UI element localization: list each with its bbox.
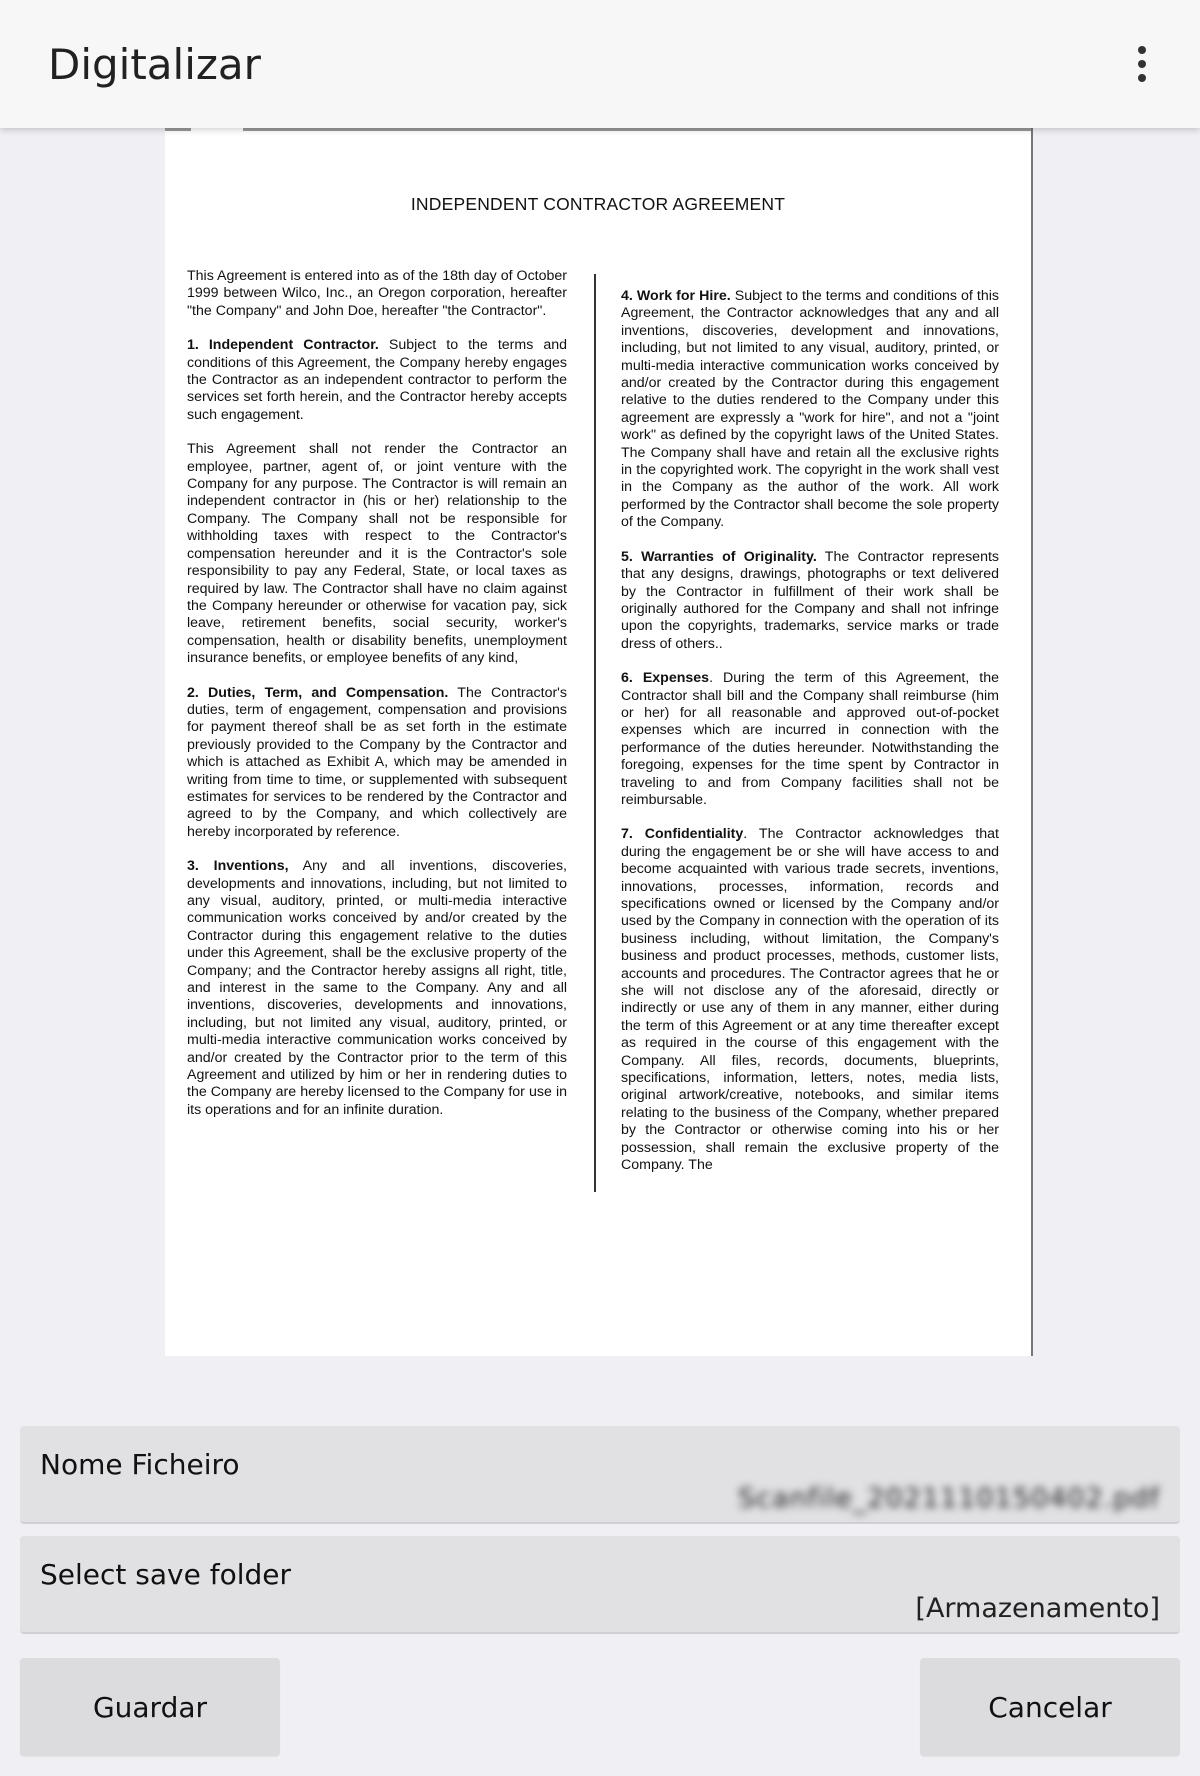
section-body: . During the term of this Agreement, the Contractor shall bill and the Company shall reimburse (him or her) for all reasonable and approved out-of-pocket expenses which are incurred in connection with the performance of the duties hereunder. Notwithstanding the foregoing, expenses for the time spent by Contractor in traveling to and from Company facilities shall not be reimbursable. xyxy=(621,670,999,808)
document-intro: This Agreement is entered into as of the 18th day of October 1999 between Wilco, Inc., an Oregon corporation, hereafter "the Company" and John Doe, hereafter "the Contractor". xyxy=(187,268,567,319)
section-heading: 7. Confidentiality xyxy=(621,826,744,843)
more-vert-icon[interactable] xyxy=(1114,36,1170,92)
document-section-2 xyxy=(187,685,567,842)
section-heading: 6. Expenses xyxy=(621,670,710,687)
column-divider xyxy=(594,274,596,1192)
section-heading: 4. Work for Hire. xyxy=(621,288,731,304)
section-heading: 5. Warranties of Originality. xyxy=(621,548,817,565)
filename-field[interactable] xyxy=(20,1426,1180,1524)
scanned-document-preview xyxy=(165,128,1033,1356)
document-section-6 xyxy=(621,670,999,809)
save-folder-field[interactable] xyxy=(20,1536,1180,1634)
filename-label: Nome Ficheiro xyxy=(40,1448,240,1481)
cancel-button[interactable]: Cancelar xyxy=(920,1658,1180,1756)
document-section-5 xyxy=(621,549,999,653)
document-left-column xyxy=(187,268,567,1136)
section-body: The Contractor represents that any designs, drawings, photographs or text delivered by the Contractor in fulfillment of their work shall be originally authored for the Company and shall not infringe upon the copyrights, trademarks, service marks or trade dress of others.. xyxy=(621,548,999,652)
document-section-3 xyxy=(187,858,567,1119)
section-body: Any and all inventions, discoveries, developments and innovations, including, but not limited to any visual, auditory, printed, or multi-media interactive communication works conceived by and/or created by the Contractor during this engagement relative to the duties under this Agreement, shall be the exclusive property of the Company; and the Contractor hereby assigns all right, title, and interest in the same to the Company. Any and all inventions, discoveries, developments and innovations, including, but not limited any visual, auditory, printed, or multi-media interactive communication works conceived by and/or created by the Contractor prior to the term of this Agreement and utilized by him or her in rendering duties to the Company are hereby licensed to the Company for use in its operations and for an infinite duration. xyxy=(187,858,567,1118)
save-button[interactable]: Guardar xyxy=(20,1658,280,1756)
app-title: Digitalizar xyxy=(48,40,261,89)
document-section-1-para2: This Agreement shall not render the Contractor an employee, partner, agent of, or joint venture with the Company for any purpose. The Contractor is will remain an independent contractor in (his or her) relationship to the Company. The Company shall not be responsible for withholding taxes with respect to the Contractor's compensation hereunder and it is the Contractor's sole responsibility to pay any Federal, State, or local taxes as required by law. The Contractor shall have no claim against the Company hereunder or otherwise for vacation pay, sick leave, retirement benefits, social security, worker's compensation, health or disability benefits, unemployment insurance benefits, or employee benefits of any kind, xyxy=(187,441,567,667)
section-body: Subject to the terms and conditions of this Agreement, the Contractor acknowledges that any and all inventions, discoveries, development and innovations, including, but not limited to any visual, auditory, printed, or multi-media interactive communication works conceived by and/or created by the Contractor during this engagement relative to the duties rendered to the Company under this agreement are expressly a "work for hire", and not a "joint work" as defined by the copyright laws of the United States. The Company shall have and retain all the exclusive rights in the copyrighted work. The copyright in the work shall vest in the Company as the author of the work. All work performed by the Contractor shall become the sole property of the Company. xyxy=(621,288,999,531)
scan-edge xyxy=(165,128,1031,131)
app-bar xyxy=(0,0,1200,128)
section-body: Subject to the terms and conditions of this Agreement, the Company hereby engages the Contractor as an independent contractor to perform the services set forth herein, and the Contractor hereby accepts such engagement. xyxy=(187,337,567,423)
section-body: . The Contractor acknowledges that during the engagement be or she will have access to and become acquainted with various trade secrets, inventions, innovations, processes, information, records and specifications owned or licensed by the Company and/or used by the Company in connection with the operation of its business including, without limitation, the Company's business and product processes, methods, customer lists, accounts and procedures. The Contractor agrees that he or she will not disclose any of the aforesaid, directly or indirectly or use any of them in any manner, either during the term of this Agreement or at any time thereafter except as required in the course of this engagement with the Company. All files, records, documents, blueprints, specifications, information, letters, notes, media lists, original artwork/creative, notebooks, and similar items relating to the business of the Company, whether prepared by the Contractor or otherwise coming into his or her possession, shall remain the exclusive property of the Company. The xyxy=(621,826,999,1174)
document-section-7 xyxy=(621,826,999,1174)
section-heading: 1. Independent Contractor. xyxy=(187,337,379,354)
section-body: The Contractor's duties, term of engagement, compensation and provisions for payment thereof shall be as set forth in the estimate previously provided to the Company by the Contractor and which is attached as Exhibit A, which may be amended in writing from time to time, or supplemented with subsequent estimates for services to be rendered by the Contractor and agreed to by the Company, and which collectively are hereby incorporated by reference. xyxy=(187,684,567,840)
document-section-4 xyxy=(621,288,999,532)
document-section-1 xyxy=(187,337,567,424)
document-right-column xyxy=(621,288,999,1192)
filename-value: Scanfile_2021110150402.pdf xyxy=(738,1483,1160,1514)
section-heading: 3. Inventions, xyxy=(187,858,289,875)
section-heading: 2. Duties, Term, and Compensation. xyxy=(187,684,449,701)
save-folder-label: Select save folder xyxy=(40,1558,292,1591)
save-folder-value: [Armazenamento] xyxy=(915,1593,1160,1624)
document-title: INDEPENDENT CONTRACTOR AGREEMENT xyxy=(410,194,786,214)
